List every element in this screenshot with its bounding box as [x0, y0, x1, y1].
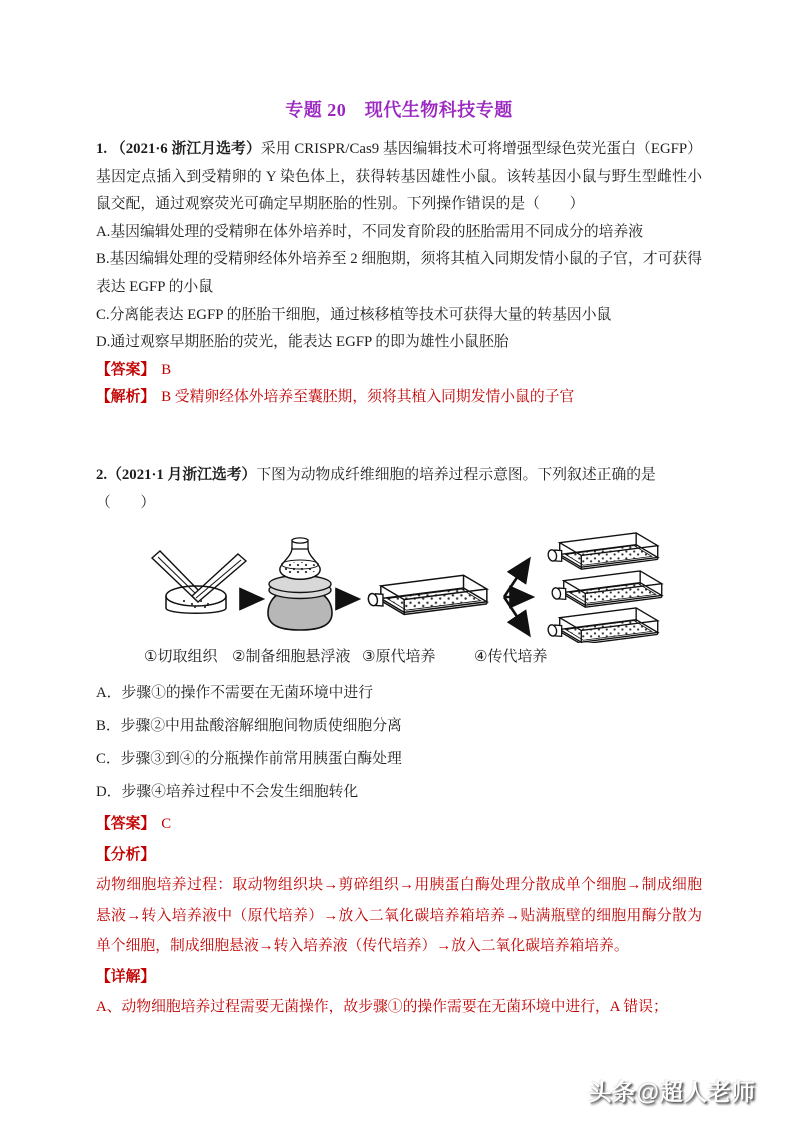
q2-fenxi-text: 动物细胞培养过程：取动物组织块→剪碎组织→用胰蛋白酶处理分散成单个细胞→制成细胞悬液→转入培养液中（原代培养）→放入二氧化碳培养箱培养→贴满瓶壁的细胞用酶分散为单个细胞，制成细胞悬液→转入培养液（传代培养）→放入二氧化碳培养箱培养。	[96, 877, 702, 955]
q1-jiexi-line	[96, 384, 702, 412]
question-2-source: 2.（2021·1 月浙江选考）	[96, 466, 257, 483]
q1-answer-value: B	[161, 361, 172, 378]
subculture-flask-1-icon	[547, 533, 658, 569]
q2-option-c: C．步骤③到④的分瓶操作前常用胰蛋白酶处理	[96, 751, 402, 768]
q1-jiexi-text: B 受精卵经体外培养至囊胚期，须将其植入同期发情小鼠的子官	[161, 389, 575, 406]
question-2-paren: （ ）	[96, 494, 156, 511]
q1-option-b: B.基因编辑处理的受精卵经体外培养至 2 细胞期，须将其植入同期发情小鼠的子官，才可获得表达 EGFP 的小鼠	[96, 251, 702, 295]
primary-culture-flask-icon	[367, 575, 487, 614]
petri-dish-with-scalpels-icon	[152, 551, 246, 613]
q1-answer-label: 【答案】	[96, 361, 156, 378]
q2-xiangjie-text: A、动物细胞培养过程需要无菌操作，故步骤①的操作需要在无菌环境中进行，A 错误；	[96, 999, 668, 1016]
cell-culture-diagram	[138, 523, 678, 643]
subculture-flask-3-icon	[547, 608, 658, 643]
q2-fenxi-label: 【分析】	[96, 846, 156, 863]
subculture-flask-2-icon	[551, 571, 662, 607]
q2-answer-area	[96, 809, 702, 1023]
figure-label-step2: ②制备细胞悬浮液	[232, 648, 351, 666]
q1-jiexi-label: 【解析】	[96, 389, 156, 406]
cell-suspension-flask-icon	[268, 538, 332, 630]
watermark: 头条@超人老师	[588, 1079, 756, 1105]
page-content	[96, 97, 702, 1023]
q1-option-d: D.通过观察早期胚胎的荧光，能表达 EGFP 的即为雄性小鼠胚胎	[96, 334, 509, 351]
q1-option-a: A.基因编辑处理的受精卵在体外培养时，不同发育阶段的胚胎需用不同成分的培养液	[96, 223, 644, 240]
question-1-stem: 1. （2021·6 浙江月选考）采用 CRISPR/Cas9 基因编辑技术可将增强型绿色荧光蛋白（EGFP）基因定点插入到受精卵的 Y 染色体上，获得转基因雄性小鼠。该转基因小鼠与野生型雌性小鼠交配，通过观察荧光可确定早期胚胎的性别。下列操作错误的是（ ）	[96, 141, 702, 213]
q1-answer-line	[96, 357, 702, 385]
figure-label-step1: ①切取组织	[144, 648, 218, 666]
q2-xiangjie-label: 【详解】	[96, 968, 156, 985]
q2-option-a: A．步骤①的操作不需要在无菌环境中进行	[96, 685, 374, 702]
question-2-stem: 2.（2021·1 月浙江选考）下图为动物成纤维细胞的培养过程示意图。下列叙述正确的是	[96, 466, 656, 483]
q2-answer-label: 【答案】	[96, 816, 156, 833]
q2-option-b: B．步骤②中用盐酸溶解细胞间物质使细胞分离	[96, 718, 402, 735]
figure-label-step4: ④传代培养	[474, 648, 548, 666]
figure-cell-culture-process	[138, 523, 678, 675]
figure-label-step3: ③原代培养	[362, 648, 436, 666]
question-2	[96, 462, 702, 1023]
question-1	[96, 136, 702, 412]
q1-option-c: C.分离能表达 EGFP 的胚胎干细胞，通过核移植等技术可获得大量的转基因小鼠	[96, 306, 612, 323]
q2-answer-value: C	[161, 816, 172, 833]
q2-option-d: D．步骤④培养过程中不会发生细胞转化	[96, 784, 359, 801]
question-1-source: 1. （2021·6 浙江月选考）	[96, 141, 261, 157]
q2-answer-line	[96, 809, 702, 840]
branch-arrows-icon	[504, 561, 530, 633]
page-title: 专题 20 现代生物科技专题	[285, 100, 513, 120]
